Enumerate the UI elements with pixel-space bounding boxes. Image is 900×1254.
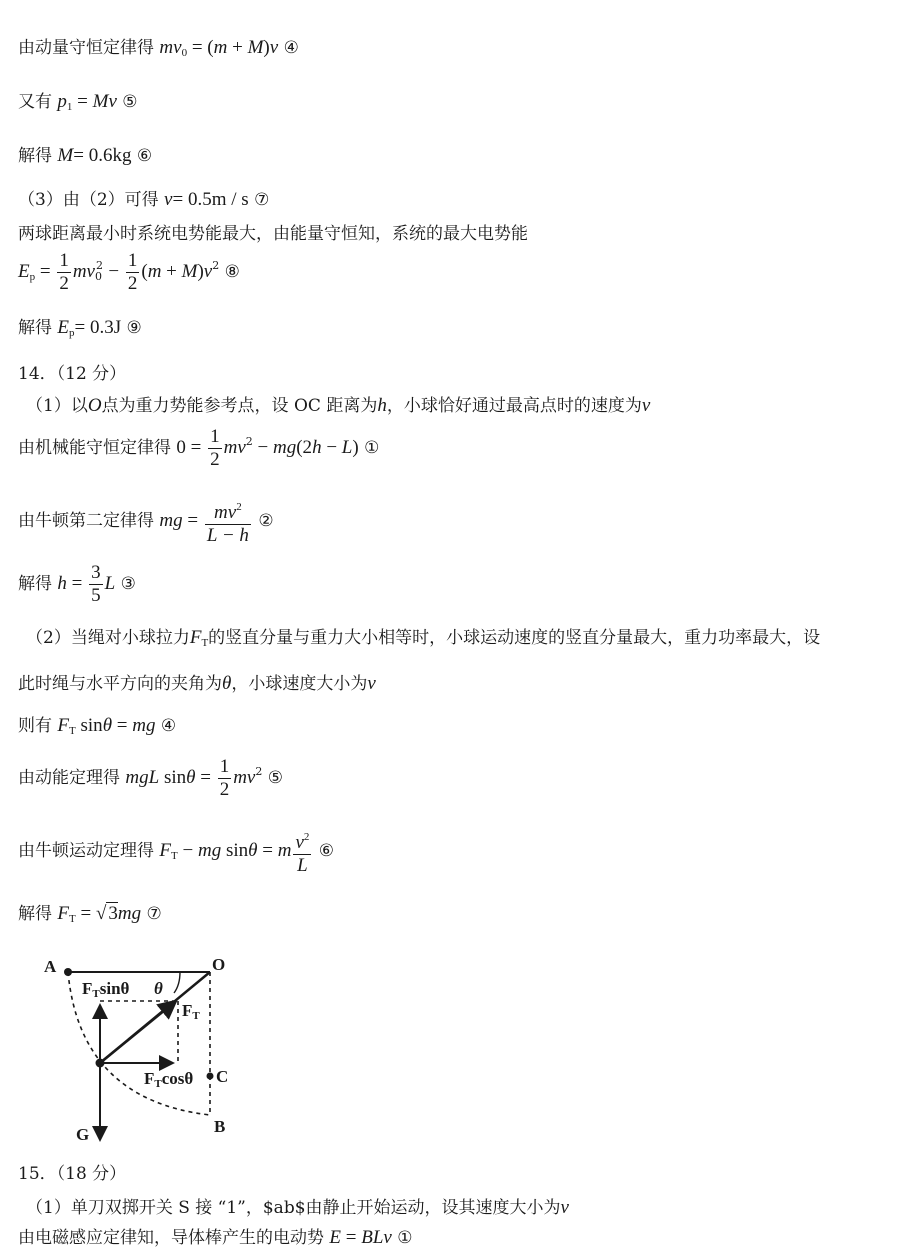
text: 此时绳与水平方向的夹角为 [18, 674, 222, 694]
angle-arc [174, 972, 180, 993]
value: = 0.3J [74, 317, 122, 338]
label-c: C [216, 1067, 229, 1086]
text: 又有 [18, 92, 52, 112]
force-diagram [40, 950, 260, 1150]
text: （3）由（2）可得 [18, 190, 159, 210]
text: 15．（18 分） [18, 1164, 127, 1184]
line-newton-motion: 由牛顿运动定理得 $F_T$ − mg sinθ = m $\frac{v^2}{L}$ ⑥ [18, 826, 334, 877]
label-ft-cos-sub: T [154, 1078, 162, 1090]
line-ft-sin: 则有 $F_T$ sinθ = mg ④ [18, 715, 177, 737]
line-15-1: （1）单刀双掷开关 S 接 “1”，$ab$由静止开始运动，设其速度大小为v [26, 1197, 569, 1218]
line-angle: 此时绳与水平方向的夹角为θ，小球速度大小为v [18, 673, 376, 694]
text: 的竖直分量与重力大小相等时，小球运动速度的竖直分量最大，重力功率最大，设 [208, 628, 821, 648]
ft-arrow [100, 1001, 176, 1063]
label-a: A [44, 957, 57, 976]
circle-num: ① [397, 1228, 413, 1248]
line-h-result: 解得 h = $\frac{3}{5}$ L ③ [18, 562, 136, 606]
label-ft-cos-f: F [144, 1069, 155, 1088]
label-ft-f: F [182, 1001, 193, 1020]
label-ft-sin-f: F [82, 979, 93, 998]
circle-num: ⑥ [136, 146, 153, 166]
line-momentum: 由动量守恒定律得 $mv_0 = (m + M)v$ ④ [18, 37, 299, 59]
label-ft-cos-rest: cosθ [161, 1069, 194, 1088]
text: 两球距离最小时系统电势能最大，由能量守恒知，系统的最大电势能 [18, 224, 528, 244]
circle-num: ⑥ [318, 841, 335, 861]
text: 14．（12 分） [18, 364, 127, 384]
line-14-2: （2）当绳对小球拉力$F_T$的竖直分量与重力大小相等时，小球运动速度的竖直分量最大，重力功率最大，设 [26, 627, 821, 649]
line-velocity: （3）由（2）可得 v= 0.5m / s ⑦ [18, 189, 270, 210]
circle-num: ⑦ [254, 190, 270, 210]
line-kinetic: 由动能定理得 mgL sinθ = $\frac{1}{2}$ $mv^2$ ⑤ [18, 756, 284, 800]
circle-num: ⑤ [267, 768, 284, 788]
line-emf: 由电磁感应定律知，导体棒产生的电动势 E = BLv ① [18, 1227, 413, 1248]
circle-num: ② [258, 511, 274, 531]
label-b: B [214, 1117, 226, 1136]
text: 由牛顿第二定律得 [18, 511, 154, 531]
line-ep-result: 解得 $E_p= 0.3J$ ⑨ [18, 317, 142, 339]
text: （2）当绳对小球拉力 [26, 628, 190, 648]
text: 由牛顿运动定理得 [18, 841, 154, 861]
text: 由机械能守恒定律得 [18, 438, 171, 458]
text: 点为重力势能参考点，设 OC 距离为 [101, 396, 378, 416]
text: 解得 [18, 574, 52, 594]
circle-num: ⑦ [146, 904, 162, 924]
text: 由动量守恒定律得 [18, 38, 154, 58]
circle-num: ④ [283, 38, 299, 58]
text: 解得 [18, 146, 52, 166]
label-ft-sin [82, 979, 130, 1000]
line-p1: 又有 $p_1 = Mv$ ⑤ [18, 91, 138, 113]
text: （1）单刀双掷开关 S 接 “1”，$ab$由静止开始运动，设其速度大小为 [26, 1198, 561, 1218]
point-c-dot [207, 1073, 214, 1080]
line-mech-energy: 由机械能守恒定律得 0 = $\frac{1}{2}$ $mv^2 - mg(2h - L)$ ① [18, 426, 380, 470]
text: （1）以 [26, 396, 88, 416]
value: = 0.6kg [73, 145, 132, 166]
label-ft-sin-rest: sinθ [99, 979, 130, 998]
line-ep-formula: $E_p$ = $\frac{1}{2}$ $mv_0^2$ − $\frac{1}{2}$ $(m + M)v^2$ ⑧ [18, 250, 240, 294]
circle-num: ⑨ [126, 318, 142, 338]
question-14-heading [18, 362, 126, 386]
label-ft [182, 1001, 200, 1022]
text: 由动能定理得 [18, 768, 120, 788]
label-ft-sin-sub: T [92, 988, 100, 1000]
text: ，小球速度大小为 [231, 674, 368, 694]
circle-num: ⑤ [122, 92, 138, 112]
label-o: O [212, 955, 226, 974]
circle-num: ⑧ [224, 262, 240, 282]
line-energy-desc [18, 222, 528, 246]
label-theta: θ [154, 979, 163, 998]
value: = 0.5m / s [172, 189, 249, 210]
label-g: G [76, 1125, 90, 1144]
line-newton-2: 由牛顿第二定律得 mg = $\frac{mv^2}{L - h}$ ② [18, 496, 274, 547]
line-mass: 解得 M= 0.6kg ⑥ [18, 145, 153, 166]
label-ft-sub: T [192, 1010, 200, 1022]
circle-num: ④ [160, 716, 177, 736]
text: 则有 [18, 716, 52, 736]
line-ft-result: 解得 $F_T$ = √ 3mg ⑦ [18, 903, 162, 925]
text: ，小球恰好通过最高点时的速度为 [386, 396, 642, 416]
text: 解得 [18, 904, 52, 924]
text: 由电磁感应定律知，导体棒产生的电动势 [18, 1228, 324, 1248]
circle-num: ① [364, 438, 380, 458]
circle-num: ③ [120, 574, 136, 594]
text: 解得 [18, 318, 52, 338]
question-15-heading [18, 1162, 126, 1186]
line-14-1: （1）以O点为重力势能参考点，设 OC 距离为h，小球恰好通过最高点时的速度为v [26, 395, 651, 416]
label-ft-cos [144, 1069, 193, 1090]
